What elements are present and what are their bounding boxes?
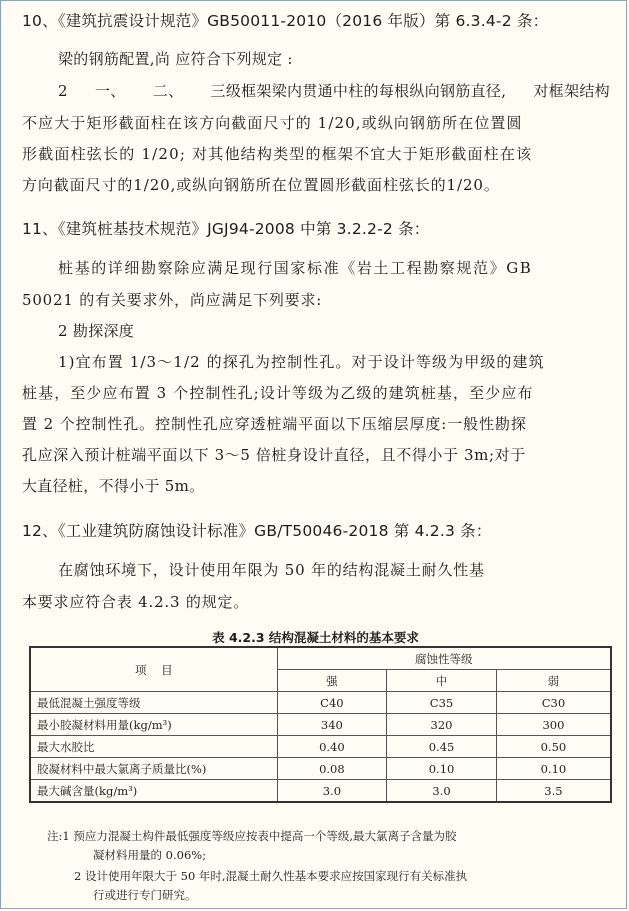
section-10-line-2: 2 一、 二、 三级框架梁内贯通中柱的每根纵向钢筋直径, 对框架结构: [58, 82, 610, 100]
cell-value: 0.45: [387, 736, 497, 758]
section-12-line-2: 本要求应符合表 4.2.3 的规定。: [22, 593, 250, 611]
table-row: [30, 692, 611, 714]
section-11-line-7: 孔应深入预计桩端平面以下 3～5 倍桩身设计直径，且不得小于 3m;对于: [22, 446, 526, 464]
table-row: [30, 780, 611, 803]
cell-value: C35: [387, 692, 497, 714]
corrosion-level-header: 腐蚀性等级: [277, 647, 611, 670]
level-weak: 弱: [496, 670, 611, 692]
section-11-line-8: 大直径桩，不得小于 5m。: [22, 477, 205, 495]
cell-value: 3.5: [496, 780, 611, 803]
table-row: [30, 714, 611, 736]
cell-value: C40: [277, 692, 387, 714]
section-11-line-2: 50021 的有关要求外，尚应满足下列要求:: [22, 291, 323, 309]
section-11-heading: 11、《建筑桩基技术规范》JGJ94-2008 中第 3.2.2-2 条：: [22, 220, 430, 238]
cell-value: 0.10: [387, 758, 497, 780]
note-2-line-2: 行或进行专门研究。: [93, 888, 197, 902]
section-10-line-4: 形截面柱弦长的 1/20; 对其他结构类型的框架不宜大于矩形截面柱在该: [22, 145, 533, 163]
cell-value: 320: [387, 714, 497, 736]
section-11-line-6: 置 2 个控制性孔。控制性孔应穿透桩端平面以下压缩层厚度:一般性勘探: [22, 415, 527, 433]
row-label: 最低混凝土强度等级: [30, 692, 277, 714]
section-11-line-5: 桩基，至少应布置 3 个控制性孔;设计等级为乙级的建筑桩基，至少应布: [22, 384, 534, 402]
note-1-line-2: 凝材料用量的 0.06%;: [93, 848, 207, 862]
note-2-line-1: 2 设计使用年限大于 50 年时,混凝土耐久性基本要求应按国家现行有关标准执: [74, 869, 468, 883]
cell-value: 0.08: [277, 758, 387, 780]
cell-value: 0.40: [277, 736, 387, 758]
cell-value: 340: [277, 714, 387, 736]
row-label: 胶凝材料中最大氯离子质量比(%): [30, 758, 277, 780]
section-11-line-1: 桩基的详细勘察除应满足现行国家标准《岩土工程勘察规范》GB: [58, 259, 533, 277]
cell-value: C30: [496, 692, 611, 714]
cell-value: 300: [496, 714, 611, 736]
note-1-line-1: 注:1 预应力混凝土构件最低强度等级应按表中提高一个等级,最大氯离子含量为胶: [47, 829, 457, 843]
table-row: [30, 758, 611, 780]
cell-value: 0.50: [496, 736, 611, 758]
level-strong: 强: [277, 670, 387, 692]
table-row: [30, 736, 611, 758]
row-label: 最大水胶比: [30, 736, 277, 758]
cell-value: 0.10: [496, 758, 611, 780]
cell-value: 3.0: [277, 780, 387, 803]
concrete-requirements-table: [29, 646, 612, 803]
section-11-line-4: 1)宜布置 1/3～1/2 的探孔为控制性孔。对于设计等级为甲级的建筑: [58, 353, 545, 371]
section-10-line-3: 不应大于矩形截面柱在该方向截面尺寸的 1/20,或纵向钢筋所在位置圆: [22, 114, 523, 132]
section-12-heading: 12、《工业建筑防腐蚀设计标准》GB/T50046-2018 第 4.2.3 条：: [22, 522, 492, 540]
section-10-line-1: 梁的钢筋配置,尚 应符合下列规定 :: [58, 50, 293, 68]
section-12-line-1: 在腐蚀环境下，设计使用年限为 50 年的结构混凝土耐久性基: [58, 561, 485, 579]
row-label: 最小胶凝材料用量(kg/m³): [30, 714, 277, 736]
section-11-line-3: 2 勘探深度: [58, 322, 135, 340]
row-label: 最大碱含量(kg/m³): [30, 780, 277, 803]
section-10-line-5: 方向截面尺寸的1/20,或纵向钢筋所在位置圆形截面柱弦长的1/20。: [22, 176, 500, 194]
section-10-heading: 10、《建筑抗震设计规范》GB50011-2010（2016 年版）第 6.3.4-2 条：: [22, 12, 549, 30]
item-header: 项 目: [30, 647, 277, 692]
cell-value: 3.0: [387, 780, 497, 803]
table-title: 表 4.2.3 结构混凝土材料的基本要求: [212, 630, 419, 645]
level-medium: 中: [387, 670, 497, 692]
